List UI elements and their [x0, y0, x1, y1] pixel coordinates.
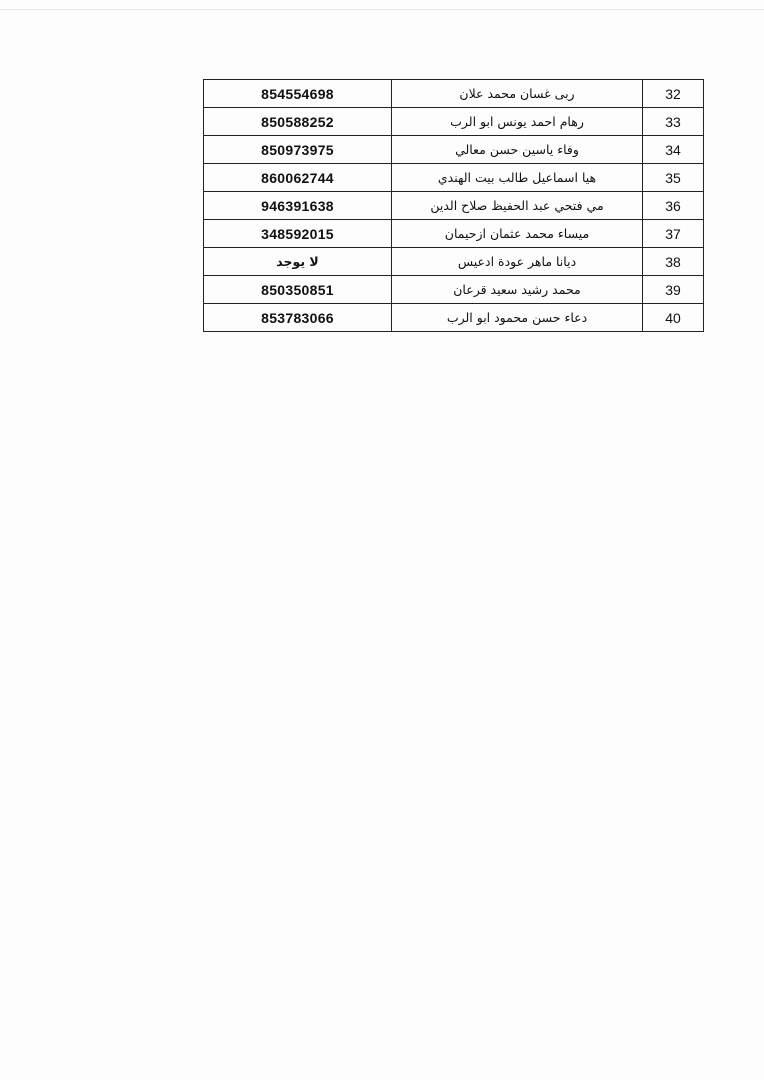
person-name: مي فتحي عبد الحفيظ صلاح الدين	[392, 192, 643, 220]
row-number: 36	[643, 192, 704, 220]
id-number: 946391638	[204, 192, 392, 220]
person-name: محمد رشيد سعيد قرعان	[392, 276, 643, 304]
person-name: وفاء ياسين حسن معالي	[392, 136, 643, 164]
row-number: 34	[643, 136, 704, 164]
participants-table	[203, 79, 704, 332]
row-number: 38	[643, 248, 704, 276]
table-row	[204, 220, 704, 248]
table-row	[204, 108, 704, 136]
row-number: 33	[643, 108, 704, 136]
table-row	[204, 276, 704, 304]
table-row	[204, 304, 704, 332]
row-number: 40	[643, 304, 704, 332]
person-name: ميساء محمد عثمان ازحيمان	[392, 220, 643, 248]
table-row	[204, 192, 704, 220]
table-row	[204, 164, 704, 192]
person-name: هيا اسماعيل طالب بيت الهندي	[392, 164, 643, 192]
person-name: ديانا ماهر عودة ادعيس	[392, 248, 643, 276]
page-top-edge	[0, 9, 764, 10]
person-name: ربى غسان محمد علان	[392, 80, 643, 108]
row-number: 39	[643, 276, 704, 304]
id-number: 850350851	[204, 276, 392, 304]
person-name: دعاء حسن محمود ابو الرب	[392, 304, 643, 332]
row-number: 32	[643, 80, 704, 108]
table-row	[204, 136, 704, 164]
id-number: 850973975	[204, 136, 392, 164]
id-number: 860062744	[204, 164, 392, 192]
id-number: لا يوجد	[204, 248, 392, 276]
id-number: 853783066	[204, 304, 392, 332]
id-number: 854554698	[204, 80, 392, 108]
table-row	[204, 248, 704, 276]
table-row	[204, 80, 704, 108]
row-number: 37	[643, 220, 704, 248]
id-number: 850588252	[204, 108, 392, 136]
id-number: 348592015	[204, 220, 392, 248]
person-name: رهام احمد يونس ابو الرب	[392, 108, 643, 136]
row-number: 35	[643, 164, 704, 192]
